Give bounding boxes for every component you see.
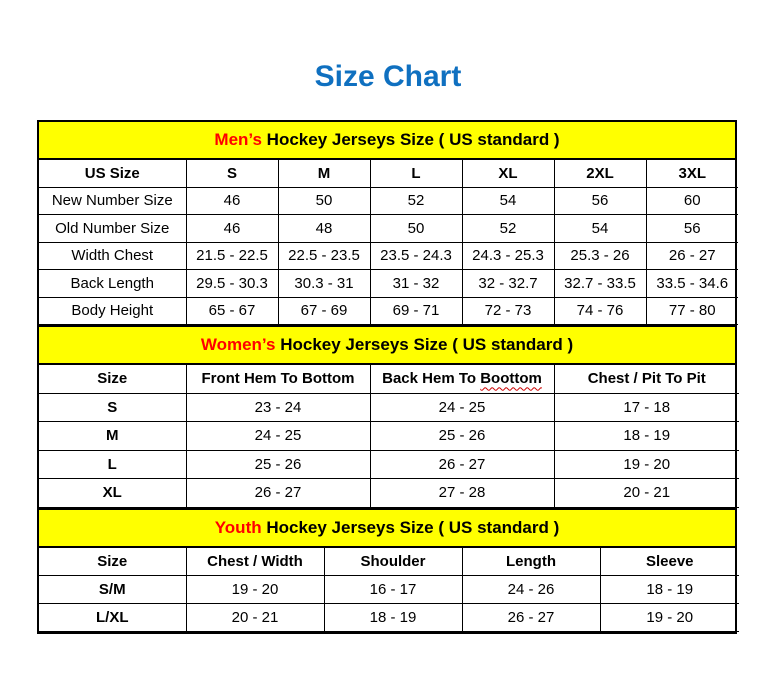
- cell: 60: [646, 187, 738, 215]
- cell: 26 - 27: [462, 603, 600, 631]
- cell: 50: [370, 215, 462, 243]
- row-label: M: [39, 422, 186, 451]
- cell: 25 - 26: [186, 450, 370, 479]
- cell: 31 - 32: [370, 270, 462, 298]
- cell: 26 - 27: [186, 479, 370, 508]
- column-header: Sleeve: [600, 548, 739, 576]
- cell: 22.5 - 23.5: [278, 242, 370, 270]
- cell: 29.5 - 30.3: [186, 270, 278, 298]
- youth-size-table: [39, 548, 739, 632]
- youth-band-highlight: Youth: [214, 517, 262, 537]
- table-row: [39, 479, 739, 508]
- cell: 67 - 69: [278, 297, 370, 325]
- cell: 48: [278, 215, 370, 243]
- table-row: [39, 297, 738, 325]
- womens-size-table: [39, 365, 739, 508]
- cell: 25 - 26: [370, 422, 554, 451]
- cell: 77 - 80: [646, 297, 738, 325]
- column-header-text: Back Hem To: [382, 370, 481, 388]
- cell: 52: [462, 215, 554, 243]
- cell: 19 - 20: [554, 450, 739, 479]
- table-row: [39, 242, 738, 270]
- column-header: [370, 365, 554, 393]
- youth-band-text: Hockey Jerseys Size ( US standard ): [261, 517, 560, 537]
- mens-section-band: [39, 122, 735, 160]
- page-title: Size Chart: [314, 60, 462, 93]
- cell: 56: [554, 187, 646, 215]
- cell: 30.3 - 31: [278, 270, 370, 298]
- mens-band-text: Hockey Jerseys Size ( US standard ): [261, 130, 560, 149]
- table-row: [39, 270, 738, 298]
- row-label: New Number Size: [39, 187, 186, 215]
- row-label: S: [39, 393, 186, 422]
- cell: 24 - 26: [462, 575, 600, 603]
- column-header: Front Hem To Bottom: [186, 365, 370, 393]
- cell: 33.5 - 34.6: [646, 270, 738, 298]
- column-header: XL: [462, 160, 554, 187]
- cell: 32 - 32.7: [462, 270, 554, 298]
- mens-size-table: [39, 160, 738, 325]
- cell: 20 - 21: [186, 603, 324, 631]
- column-header: M: [278, 160, 370, 187]
- table-row: [39, 187, 738, 215]
- cell: 65 - 67: [186, 297, 278, 325]
- cell: 21.5 - 22.5: [186, 242, 278, 270]
- cell: 50: [278, 187, 370, 215]
- cell: 32.7 - 33.5: [554, 270, 646, 298]
- cell: 26 - 27: [370, 450, 554, 479]
- cell: 18 - 19: [600, 575, 739, 603]
- youth-section-band: [39, 508, 735, 548]
- column-header: US Size: [39, 160, 186, 187]
- row-label: XL: [39, 479, 186, 508]
- cell: 23 - 24: [186, 393, 370, 422]
- cell: 24 - 25: [370, 393, 554, 422]
- cell: 54: [462, 187, 554, 215]
- column-header: 2XL: [554, 160, 646, 187]
- misspelled-word: Boottom: [480, 370, 542, 388]
- cell: 46: [186, 187, 278, 215]
- cell: 25.3 - 26: [554, 242, 646, 270]
- column-header: Shoulder: [324, 548, 462, 576]
- cell: 56: [646, 215, 738, 243]
- column-header: Length: [462, 548, 600, 576]
- cell: 24.3 - 25.3: [462, 242, 554, 270]
- table-row: [39, 575, 739, 603]
- table-row: [39, 422, 739, 451]
- cell: 46: [186, 215, 278, 243]
- column-header: L: [370, 160, 462, 187]
- cell: 23.5 - 24.3: [370, 242, 462, 270]
- womens-section-band: [39, 325, 735, 365]
- cell: 19 - 20: [186, 575, 324, 603]
- column-header: Size: [39, 365, 186, 393]
- row-label: Body Height: [39, 297, 186, 325]
- row-label: L/XL: [39, 603, 186, 631]
- row-label: L: [39, 450, 186, 479]
- cell: 19 - 20: [600, 603, 739, 631]
- column-header: S: [186, 160, 278, 187]
- column-header: Size: [39, 548, 186, 576]
- row-label: Old Number Size: [39, 215, 186, 243]
- cell: 24 - 25: [186, 422, 370, 451]
- womens-band-highlight: Women’s: [200, 335, 276, 354]
- cell: 54: [554, 215, 646, 243]
- table-row: [39, 450, 739, 479]
- cell: 52: [370, 187, 462, 215]
- size-chart-tables: [37, 120, 737, 634]
- cell: 18 - 19: [554, 422, 739, 451]
- cell: 72 - 73: [462, 297, 554, 325]
- cell: 74 - 76: [554, 297, 646, 325]
- mens-band-highlight: Men’s: [214, 130, 262, 149]
- cell: 16 - 17: [324, 575, 462, 603]
- cell: 20 - 21: [554, 479, 739, 508]
- cell: 17 - 18: [554, 393, 739, 422]
- table-row: [39, 393, 739, 422]
- row-label: Width Chest: [39, 242, 186, 270]
- table-row: [39, 215, 738, 243]
- column-header: 3XL: [646, 160, 738, 187]
- mens-header-row: [39, 160, 738, 187]
- youth-header-row: [39, 548, 739, 576]
- cell: 27 - 28: [370, 479, 554, 508]
- row-label: S/M: [39, 575, 186, 603]
- column-header: Chest / Width: [186, 548, 324, 576]
- row-label: Back Length: [39, 270, 186, 298]
- table-row: [39, 603, 739, 631]
- cell: 26 - 27: [646, 242, 738, 270]
- womens-band-text: Hockey Jerseys Size ( US standard ): [275, 335, 574, 354]
- cell: 69 - 71: [370, 297, 462, 325]
- column-header: Chest / Pit To Pit: [554, 365, 739, 393]
- cell: 18 - 19: [324, 603, 462, 631]
- womens-header-row: [39, 365, 739, 393]
